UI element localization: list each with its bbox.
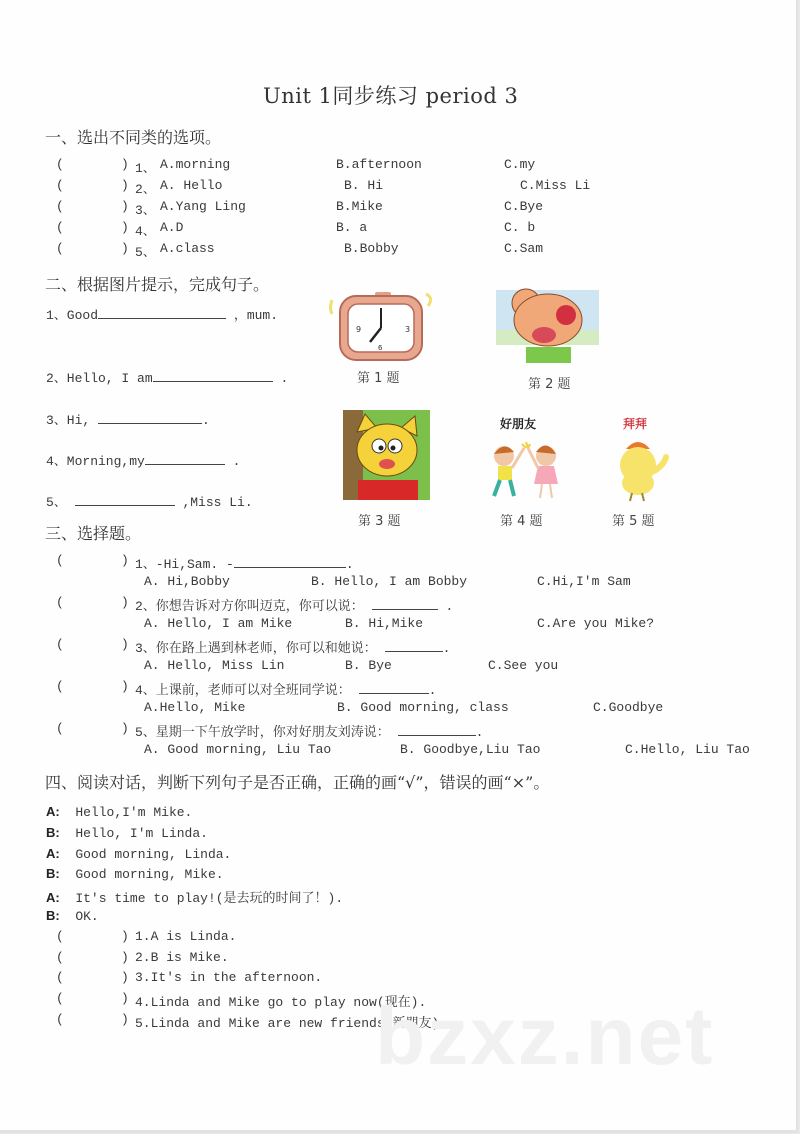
option-b: B.Bobby <box>344 241 399 256</box>
picture-caption-2: 第 2 题 <box>528 377 571 392</box>
section3-heading: 三、选择题。 <box>45 524 142 543</box>
dialogue-line: A: Good morning, Linda. <box>46 846 232 862</box>
judgement-statement: 4.Linda and Mike go to play now(现在). <box>135 995 427 1010</box>
q-num: 2、 <box>135 182 156 197</box>
option-b: B. Hi,Mike <box>345 616 424 631</box>
fill-blank[interactable] <box>145 452 225 465</box>
option-a: A. Hi,Bobby <box>144 574 230 589</box>
option-b: B. Goodbye,Liu Tao <box>400 742 541 757</box>
option-b: B. Bye <box>345 658 392 673</box>
answer-bracket-close: ) <box>121 950 129 965</box>
dialogue-line: B: Good morning, Mike. <box>46 866 224 882</box>
answer-bracket-close: ) <box>121 178 129 193</box>
fill-sentence-3: 3、Hi, . <box>46 413 210 428</box>
option-b: B. Hi <box>344 178 384 193</box>
option-b: B.afternoon <box>336 157 422 172</box>
fill-sentence-4: 4、Morning,my . <box>46 454 241 469</box>
picture-caption-1: 第 1 题 <box>357 371 400 386</box>
answer-bracket-open[interactable]: ( <box>56 721 64 736</box>
answer-bracket-open[interactable]: ( <box>56 637 64 652</box>
fill-sentence-2: 2、Hello, I am . <box>46 371 289 386</box>
section1-heading: 一、选出不同类的选项。 <box>45 128 222 147</box>
alarm-clock-icon <box>328 290 438 365</box>
mouse-cartoon-icon <box>496 285 599 363</box>
waving-chick-icon <box>612 435 670 503</box>
dialogue-line: B: OK. <box>46 908 99 924</box>
picture-caption-5: 第 5 题 <box>612 514 655 529</box>
answer-blank[interactable] <box>359 681 429 694</box>
answer-bracket-open[interactable]: ( <box>56 929 64 944</box>
option-c: C.Bye <box>504 199 544 214</box>
q-num: 5、 <box>135 245 156 260</box>
dialogue-line: A: Hello,I'm Mike. <box>46 804 193 820</box>
option-a: A. Good morning, Liu Tao <box>144 742 332 757</box>
option-b: B.Mike <box>336 199 383 214</box>
high-five-friends-icon <box>488 440 564 502</box>
fill-blank[interactable] <box>153 369 273 382</box>
q-num: 3、 <box>135 203 156 218</box>
fill-blank[interactable] <box>98 306 226 319</box>
option-c: C.Hello, Liu Tao <box>625 742 750 757</box>
option-c: C. b <box>504 220 536 235</box>
answer-bracket-open[interactable]: ( <box>56 199 64 214</box>
section2-heading: 二、根据图片提示，完成句子。 <box>45 275 270 294</box>
fill-blank[interactable] <box>98 411 202 424</box>
answer-bracket-open[interactable]: ( <box>56 178 64 193</box>
judgement-statement: 2.B is Mike. <box>135 950 229 965</box>
fill-sentence-5: 5、 ,Miss Li. <box>46 495 253 510</box>
option-a: A. Hello, I am Mike <box>144 616 293 631</box>
judgement-statement: 3.It's in the afternoon. <box>135 970 323 985</box>
option-b: B. Hello, I am Bobby <box>311 574 468 589</box>
picture-caption-3: 第 3 题 <box>358 514 401 529</box>
cat-cartoon-icon <box>343 410 430 500</box>
answer-bracket-close: ) <box>121 929 129 944</box>
option-c: C.Miss Li <box>520 178 591 193</box>
answer-bracket-open[interactable]: ( <box>56 991 64 1006</box>
q-num: 4、 <box>135 224 156 239</box>
answer-bracket-open[interactable]: ( <box>56 595 64 610</box>
answer-blank[interactable] <box>398 723 476 736</box>
picture-caption-4: 第 4 题 <box>500 514 543 529</box>
option-a: A. Hello, Miss Lin <box>144 658 285 673</box>
page-title: Unit 1同步练习 period 3 <box>263 84 519 108</box>
dialogue-line: B: Hello, I'm Linda. <box>46 825 208 841</box>
answer-blank[interactable] <box>372 597 438 610</box>
answer-bracket-close: ) <box>121 991 129 1006</box>
section4-heading: 四、阅读对话，判断下列句子是否正确，正确的画“√”，错误的画“×”。 <box>45 773 550 792</box>
watermark: bzxz.net <box>375 991 715 1082</box>
answer-bracket-close: ) <box>121 679 129 694</box>
option-b: B. a <box>336 220 368 235</box>
option-c: C.my <box>504 157 536 172</box>
answer-blank[interactable] <box>234 555 346 568</box>
question-text: 1、-Hi,Sam. - . <box>135 557 354 572</box>
answer-bracket-close: ) <box>121 637 129 652</box>
judgement-statement: 5.Linda and Mike are new friends(新朋友). <box>135 1016 448 1031</box>
dialogue-line: A: It's time to play!(是去玩的时间了！). <box>46 890 344 906</box>
answer-blank[interactable] <box>385 639 443 652</box>
question-text: 4、上课前，老师可以对全班同学说： . <box>135 683 437 698</box>
question-text: 3、你在路上遇到林老师，你可以和她说： . <box>135 641 451 656</box>
question-text: 2、你想告诉对方你叫迈克，你可以说： . <box>135 599 454 614</box>
picture-label-friends: 好朋友 <box>500 417 537 431</box>
answer-bracket-open[interactable]: ( <box>56 241 64 256</box>
option-c: C.Hi,I'm Sam <box>537 574 631 589</box>
answer-bracket-open[interactable]: ( <box>56 157 64 172</box>
answer-bracket-open[interactable]: ( <box>56 679 64 694</box>
answer-bracket-close: ) <box>121 595 129 610</box>
option-c: C.See you <box>488 658 559 673</box>
option-a: A.D <box>160 220 184 235</box>
svg-text:3: 3 <box>405 325 411 334</box>
answer-bracket-close: ) <box>121 1012 129 1027</box>
answer-bracket-close: ) <box>121 199 129 214</box>
answer-bracket-close: ) <box>121 157 129 172</box>
option-a: A.class <box>160 241 215 256</box>
option-a: A.Hello, Mike <box>144 700 246 715</box>
option-a: A.morning <box>160 157 231 172</box>
option-c: C.Goodbye <box>593 700 664 715</box>
option-a: A.Yang Ling <box>160 199 246 214</box>
answer-bracket-open[interactable]: ( <box>56 220 64 235</box>
svg-text:9: 9 <box>356 325 362 334</box>
answer-bracket-open[interactable]: ( <box>56 950 64 965</box>
answer-bracket-close: ) <box>121 553 129 568</box>
answer-bracket-open[interactable]: ( <box>56 1012 64 1027</box>
svg-text:6: 6 <box>378 344 383 352</box>
judgement-statement: 1.A is Linda. <box>135 929 237 944</box>
option-a: A. Hello <box>160 178 223 193</box>
option-c: C.Sam <box>504 241 544 256</box>
answer-bracket-open[interactable]: ( <box>56 970 64 985</box>
answer-bracket-close: ) <box>121 241 129 256</box>
q-num: 1、 <box>135 161 156 176</box>
question-text: 5、星期一下午放学时，你对好朋友刘涛说： . <box>135 725 484 740</box>
picture-label-bye: 拜拜 <box>623 417 648 431</box>
fill-sentence-1: 1、Good ，mum. <box>46 308 279 323</box>
answer-bracket-close: ) <box>121 220 129 235</box>
answer-bracket-open[interactable]: ( <box>56 553 64 568</box>
answer-bracket-close: ) <box>121 721 129 736</box>
fill-blank[interactable] <box>75 493 175 506</box>
answer-bracket-close: ) <box>121 970 129 985</box>
option-b: B. Good morning, class <box>337 700 509 715</box>
option-c: C.Are you Mike? <box>537 616 655 631</box>
